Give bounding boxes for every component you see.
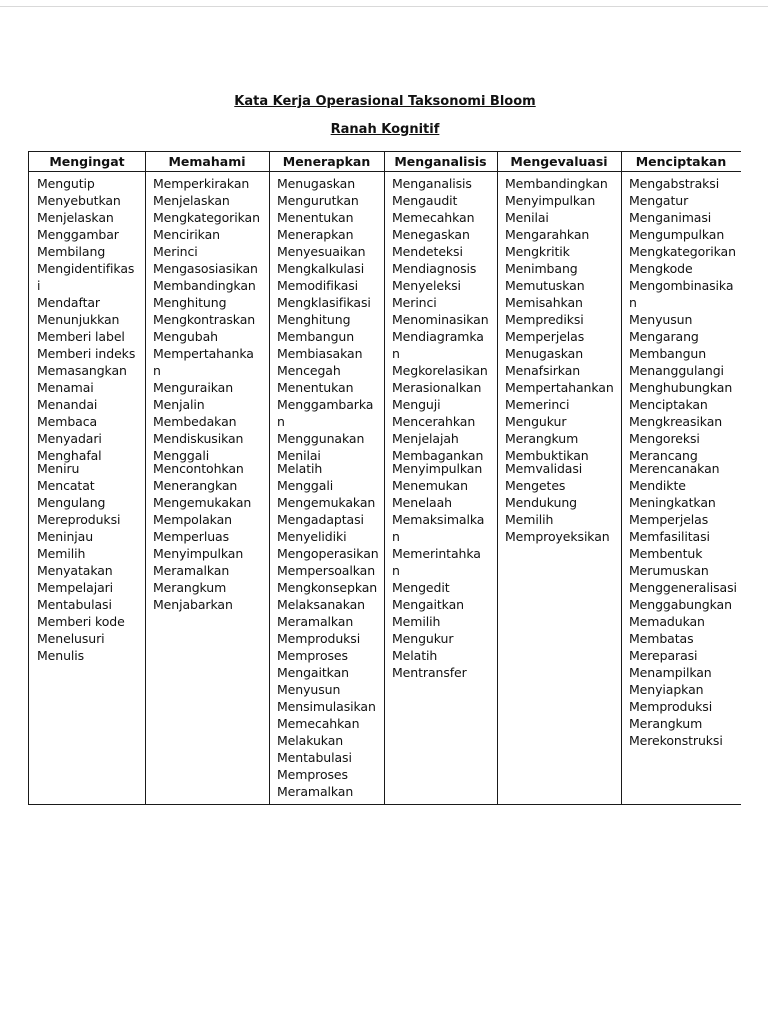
verb-item: Melatih: [392, 648, 438, 663]
verb-item: Menafsirkan: [505, 363, 581, 378]
verb-item: Menggambarka: [277, 397, 374, 412]
verb-item: Menelusuri: [37, 631, 105, 646]
verb-item: Mengubah: [153, 329, 218, 344]
verb-item: Merangkum: [505, 431, 579, 446]
verb-item: Mentransfer: [392, 665, 467, 680]
verb-item: Menamai: [37, 380, 94, 395]
verb-item: Menyusun: [277, 682, 341, 697]
verb-item: Mengumpulkan: [629, 227, 725, 242]
verb-item: Menggambar: [37, 227, 119, 242]
verb-item: Mengoreksi: [629, 431, 700, 446]
verb-item: Mempertahanka: [153, 346, 254, 361]
verb-item: Menilai: [277, 448, 321, 463]
verb-item: Menjelaskan: [37, 210, 114, 225]
verb-item: Menganalisis: [392, 176, 472, 191]
verb-item: Mengaudit: [392, 193, 458, 208]
table-column: [384, 152, 498, 804]
verb-item: Menggeneralisasi: [629, 580, 737, 595]
verb-item: Melaksanakan: [277, 597, 366, 612]
verb-item: Merencanakan: [629, 461, 720, 476]
verb-item: Merumuskan: [629, 563, 709, 578]
column-header: Menerapkan: [269, 152, 384, 172]
verb-item: Memberi indeks: [37, 346, 136, 361]
verb-item: Memperjelas: [505, 329, 585, 344]
verb-item: Mencirikan: [153, 227, 220, 242]
verb-item: Menyimpulkan: [392, 461, 483, 476]
verb-item: Menguji: [392, 397, 441, 412]
verb-item: Mendiskusikan: [153, 431, 244, 446]
verb-item: Menciptakan: [629, 397, 708, 412]
verb-item: Menggali: [277, 478, 334, 493]
verb-item: Mencatat: [37, 478, 95, 493]
verb-item: Mengkreasikan: [629, 414, 723, 429]
verb-item: Memecahkan: [392, 210, 475, 225]
verb-item: Mengoperasikan: [277, 546, 379, 561]
verb-item: Menjalin: [153, 397, 205, 412]
verb-item: Memaksimalka: [392, 512, 485, 527]
verb-item: Membaca: [37, 414, 98, 429]
table-column: [29, 152, 146, 804]
verb-item: Mengukur: [505, 414, 567, 429]
verb-item: Mensimulasikan: [277, 699, 376, 714]
verb-item: Menandai: [37, 397, 98, 412]
verb-item: Mencegah: [277, 363, 341, 378]
verb-item: Menyesuaikan: [277, 244, 366, 259]
verb-item: Mempersoalkan: [277, 563, 376, 578]
verb-item: Memproyeksikan: [505, 529, 610, 544]
verb-item: Membagankan: [392, 448, 484, 463]
verb-item: Mendeteksi: [392, 244, 463, 259]
table-column: [621, 152, 741, 804]
verb-item: Mengetes: [505, 478, 566, 493]
verb-item: Memprediksi: [505, 312, 584, 327]
verb-item: Menimbang: [505, 261, 578, 276]
verb-table: [28, 151, 741, 805]
verb-item: Mereparasi: [629, 648, 698, 663]
verb-item: Meninjau: [37, 529, 94, 544]
verb-item: Mengemukakan: [277, 495, 376, 510]
verb-item: Mencerahkan: [392, 414, 476, 429]
verb-item: Menampilkan: [629, 665, 712, 680]
verb-item: Mendikte: [629, 478, 686, 493]
verb-item: Membangun: [629, 346, 707, 361]
verb-item: Memberi kode: [37, 614, 125, 629]
table-column: [497, 152, 622, 804]
verb-item: Mengombinasika: [629, 278, 734, 293]
verb-item: Menggunakan: [277, 431, 365, 446]
verb-item: Mengasosiasikan: [153, 261, 258, 276]
verb-item: Memperjelas: [629, 512, 709, 527]
verb-item: Membiasakan: [277, 346, 363, 361]
verb-item: Menyadari: [37, 431, 102, 446]
verb-item: Mengkategorikan: [153, 210, 260, 225]
column-header: Menganalisis: [384, 152, 497, 172]
verb-item: Menyusun: [629, 312, 693, 327]
document-title: Kata Kerja Operasional Taksonomi Bloom: [234, 94, 536, 109]
verb-item: Menentukan: [277, 380, 354, 395]
verb-item: Meningkatkan: [629, 495, 716, 510]
verb-item: Mengulang: [37, 495, 106, 510]
verb-item: Membandingkan: [505, 176, 608, 191]
verb-item: Memperluas: [153, 529, 229, 544]
verb-item: Membilang: [37, 244, 106, 259]
verb-item: Memvalidasi: [505, 461, 583, 476]
verb-item: Memproses: [277, 767, 348, 782]
table-column: [145, 152, 270, 804]
verb-item: Melakukan: [277, 733, 344, 748]
verb-item: Memproduksi: [277, 631, 361, 646]
verb-item: Menyebutkan: [37, 193, 121, 208]
verb-item: Menentukan: [277, 210, 354, 225]
verb-item: Merancang: [629, 448, 698, 463]
verb-item: Mereproduksi: [37, 512, 121, 527]
verb-item: Menggali: [153, 448, 210, 463]
verb-item: Memisahkan: [505, 295, 583, 310]
verb-item: Menyimpulkan: [153, 546, 244, 561]
verb-item: Merekonstruksi: [629, 733, 723, 748]
verb-item: Menjelaskan: [153, 193, 230, 208]
verb-item: n: [392, 346, 400, 361]
verb-item: Menilai: [505, 210, 549, 225]
verb-item: Menulis: [37, 648, 85, 663]
verb-item: Membuktikan: [505, 448, 589, 463]
document-subtitle: Ranah Kognitif: [330, 122, 440, 137]
verb-item: Mempertahankan: [505, 380, 614, 395]
verb-item: Meramalkan: [277, 784, 354, 799]
verb-item: Memilih: [392, 614, 441, 629]
verb-item: Menyatakan: [37, 563, 113, 578]
verb-item: Menegaskan: [392, 227, 470, 242]
verb-item: Mengkonsepkan: [277, 580, 378, 595]
verb-item: Mengutip: [37, 176, 95, 191]
verb-item: Memperkirakan: [153, 176, 250, 191]
verb-item: Menanggulangi: [629, 363, 724, 378]
verb-item: Menerangkan: [153, 478, 238, 493]
verb-item: n: [277, 414, 285, 429]
verb-item: Mengurutkan: [277, 193, 359, 208]
verb-item: n: [153, 363, 161, 378]
verb-item: Membangun: [277, 329, 355, 344]
verb-item: Mengkode: [629, 261, 693, 276]
verb-item: Mengidentifikas: [37, 261, 135, 276]
verb-item: Membentuk: [629, 546, 703, 561]
verb-item: Mencontohkan: [153, 461, 244, 476]
verb-item: Mentabulasi: [277, 750, 352, 765]
column-header: Menciptakan: [621, 152, 741, 172]
verb-item: Menganimasi: [629, 210, 712, 225]
verb-item: Menugaskan: [505, 346, 584, 361]
verb-item: n: [629, 295, 637, 310]
verb-item: Memberi label: [37, 329, 125, 344]
verb-item: Merinci: [153, 244, 198, 259]
verb-item: Memfasilitasi: [629, 529, 710, 544]
verb-item: Memproduksi: [629, 699, 713, 714]
verb-item: Merangkum: [629, 716, 703, 731]
verb-item: Mempelajari: [37, 580, 114, 595]
verb-item: Mengukur: [392, 631, 454, 646]
verb-item: Memproses: [277, 648, 348, 663]
verb-item: Menemukan: [392, 478, 468, 493]
verb-item: Mendiagramka: [392, 329, 484, 344]
page-top-edge: [0, 6, 768, 7]
verb-item: Mempolakan: [153, 512, 232, 527]
verb-item: Memecahkan: [277, 716, 360, 731]
verb-item: Memilih: [37, 546, 86, 561]
verb-item: Menghubungkan: [629, 380, 733, 395]
verb-item: Mengkategorikan: [629, 244, 736, 259]
verb-item: Melatih: [277, 461, 323, 476]
verb-item: Menjelajah: [392, 431, 459, 446]
verb-item: Meramalkan: [153, 563, 230, 578]
verb-item: Mengadaptasi: [277, 512, 364, 527]
verb-item: Memasangkan: [37, 363, 127, 378]
column-header: Mengingat: [29, 152, 145, 172]
table-column: [269, 152, 385, 804]
verb-item: Menunjukkan: [37, 312, 120, 327]
verb-item: Menerapkan: [277, 227, 354, 242]
verb-item: Memadukan: [629, 614, 705, 629]
verb-item: Mengatur: [629, 193, 689, 208]
column-header: Memahami: [145, 152, 269, 172]
verb-item: Mendiagnosis: [392, 261, 477, 276]
verb-item: Menggabungkan: [629, 597, 732, 612]
column-header: Mengevaluasi: [497, 152, 621, 172]
verb-item: Merangkum: [153, 580, 227, 595]
verb-item: Menelaah: [392, 495, 453, 510]
verb-item: Membandingkan: [153, 278, 256, 293]
verb-item: Menjabarkan: [153, 597, 233, 612]
verb-item: n: [392, 529, 400, 544]
verb-item: Menominasikan: [392, 312, 489, 327]
verb-item: Megkorelasikan: [392, 363, 488, 378]
verb-item: Mengaitkan: [392, 597, 464, 612]
verb-item: Menghitung: [277, 312, 351, 327]
verb-item: Mendaftar: [37, 295, 100, 310]
verb-item: Meniru: [37, 461, 80, 476]
verb-item: Memutuskan: [505, 278, 585, 293]
verb-item: Mengklasifikasi: [277, 295, 371, 310]
verb-item: Merinci: [392, 295, 437, 310]
verb-item: Mengabstraksi: [629, 176, 720, 191]
verb-item: Menyelidiki: [277, 529, 347, 544]
verb-item: Mengemukakan: [153, 495, 252, 510]
verb-item: Mengedit: [392, 580, 450, 595]
verb-item: Meramalkan: [277, 614, 354, 629]
verb-item: Memerinci: [505, 397, 570, 412]
verb-item: Mentabulasi: [37, 597, 112, 612]
verb-item: Memilih: [505, 512, 554, 527]
verb-item: Menyiapkan: [629, 682, 704, 697]
verb-item: Mengkontraskan: [153, 312, 256, 327]
verb-item: Mendukung: [505, 495, 577, 510]
verb-item: Menghitung: [153, 295, 227, 310]
verb-item: Menguraikan: [153, 380, 234, 395]
verb-item: Memerintahka: [392, 546, 481, 561]
verb-item: Mengarahkan: [505, 227, 590, 242]
verb-item: Menyimpulkan: [505, 193, 596, 208]
verb-item: Mengarang: [629, 329, 699, 344]
verb-item: Membatas: [629, 631, 694, 646]
verb-item: Menugaskan: [277, 176, 356, 191]
verb-item: Menghafal: [37, 448, 102, 463]
verb-item: Mengkalkulasi: [277, 261, 365, 276]
verb-item: n: [392, 563, 400, 578]
verb-item: Menyeleksi: [392, 278, 461, 293]
verb-item: i: [37, 278, 41, 293]
verb-item: Mengkritik: [505, 244, 570, 259]
verb-item: Membedakan: [153, 414, 237, 429]
verb-item: Mengaitkan: [277, 665, 349, 680]
verb-item: Merasionalkan: [392, 380, 482, 395]
verb-item: Memodifikasi: [277, 278, 359, 293]
